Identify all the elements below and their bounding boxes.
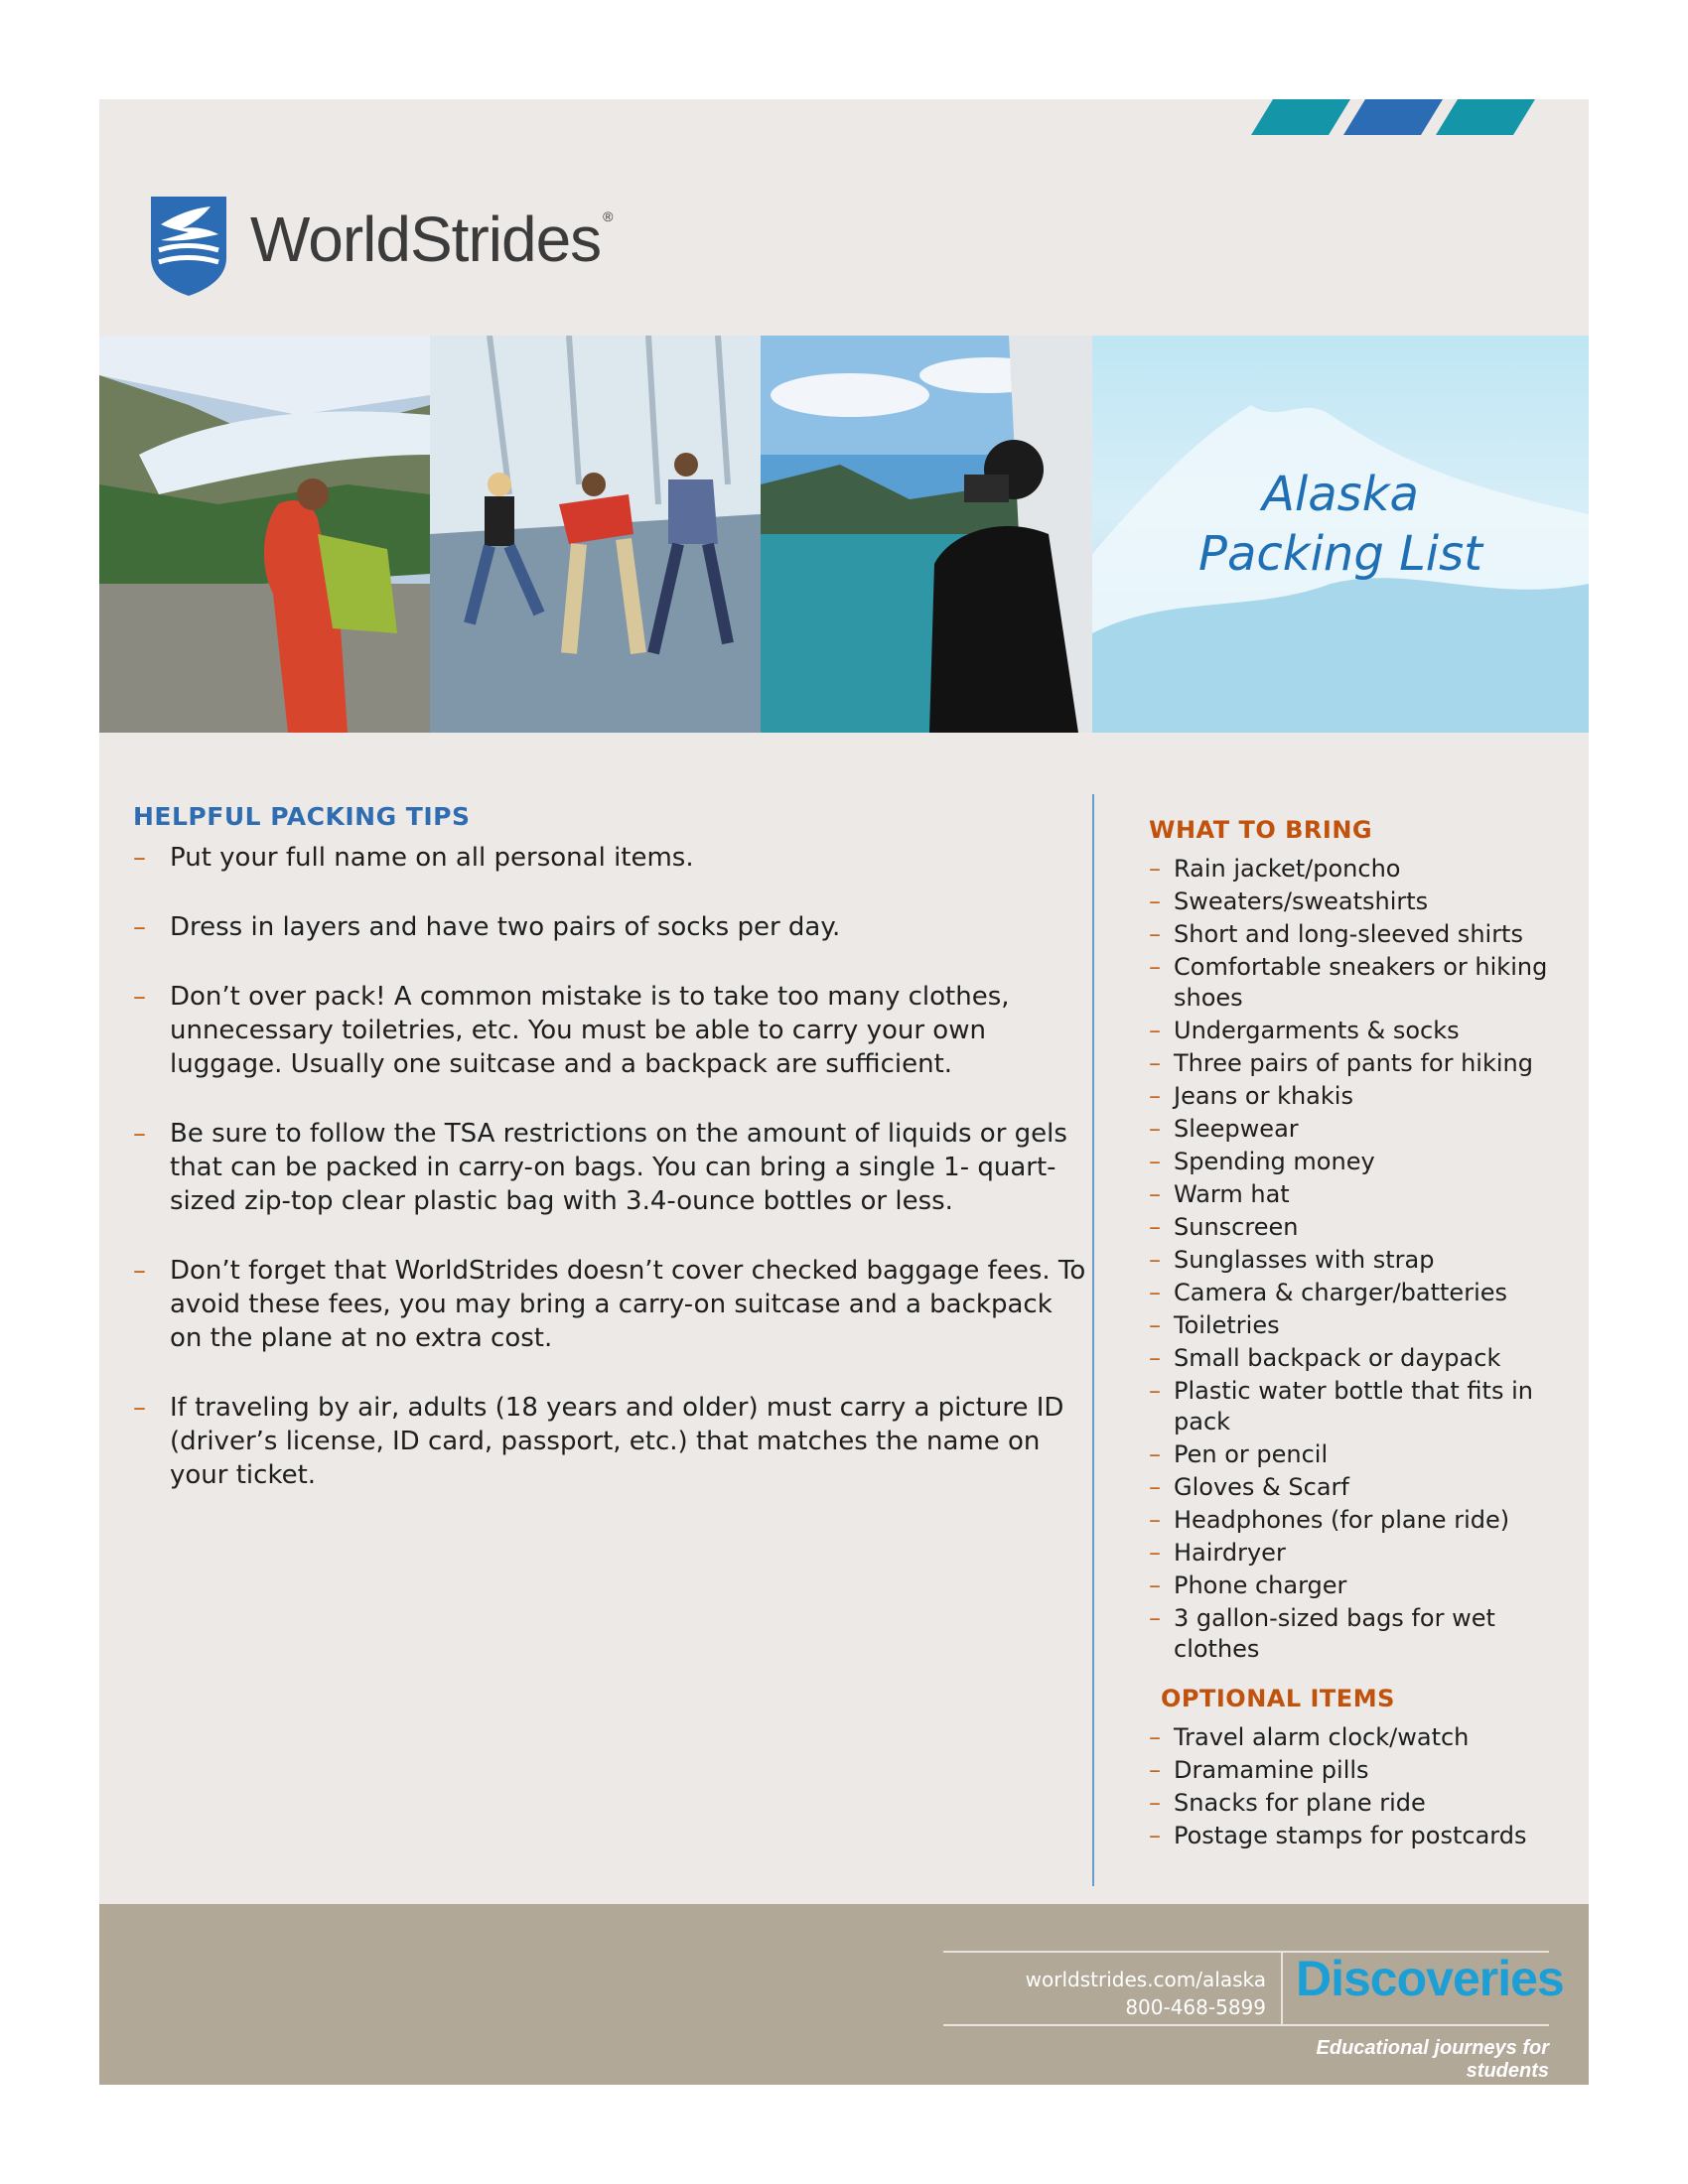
registered-mark: ® <box>603 208 613 224</box>
bring-item: Pen or pencil <box>1174 1440 1329 1468</box>
what-to-bring <box>1149 816 1586 1853</box>
tip-text: Don’t forget that WorldStrides doesn’t cover checked baggage fees. To avoid these fees, you may bring a carry-on suitcase and a backpack on the plane at no extra cost. <box>170 1256 1086 1353</box>
optional-list <box>1149 1722 1586 1851</box>
tips-list <box>133 841 1086 1492</box>
bring-item: Warm hat <box>1174 1180 1290 1208</box>
list-item <box>1149 1212 1586 1243</box>
bullet-dash: – <box>133 1119 146 1149</box>
tip-text: If traveling by air, adults (18 years and older) must carry a picture ID (driver’s license, ID card, passport, etc.) that matches the name on your ticket. <box>170 1393 1064 1490</box>
list-item <box>1149 1310 1586 1341</box>
list-item <box>1149 1538 1586 1569</box>
bullet-dash: – <box>1149 1344 1161 1372</box>
photo-glacier-group <box>430 336 761 733</box>
title-panel <box>1092 336 1589 733</box>
list-item <box>133 1117 1086 1218</box>
bullet-dash: – <box>1149 887 1161 915</box>
helpful-packing-tips <box>133 802 1086 1528</box>
list-item <box>1149 919 1586 950</box>
list-item <box>1149 1016 1586 1046</box>
bullet-dash: – <box>1149 1311 1161 1339</box>
bullet-dash: – <box>1149 953 1161 981</box>
list-item <box>1149 952 1586 1014</box>
bring-item: Three pairs of pants for hiking <box>1174 1049 1533 1077</box>
list-item <box>1149 1603 1586 1665</box>
list-item <box>1149 1755 1586 1786</box>
website-link[interactable]: worldstrides.com/alaska <box>1025 1968 1266 1991</box>
list-item <box>1149 1147 1586 1177</box>
list-item <box>1149 1179 1586 1210</box>
bring-item: Sleepwear <box>1174 1115 1299 1143</box>
list-item <box>1149 1114 1586 1145</box>
bullet-dash: – <box>1149 1571 1161 1599</box>
list-item <box>1149 1439 1586 1470</box>
stripe-2 <box>1343 99 1443 135</box>
header-stripes <box>1251 99 1549 135</box>
photo-strip <box>99 336 1589 733</box>
title-line-2: Packing List <box>1198 526 1482 582</box>
bring-item: Comfortable sneakers or hiking shoes <box>1174 953 1548 1012</box>
footer-tagline: Educational journeys for students <box>1316 2037 1549 2082</box>
list-item <box>1149 887 1586 917</box>
list-item <box>133 1254 1086 1355</box>
photo-fjord-binoculars <box>761 336 1092 733</box>
bullet-dash: – <box>1149 1049 1161 1077</box>
tip-text: Don’t over pack! A common mistake is to take too many clothes, unnecessary toiletries, etc. You must be able to carry your own luggage. Usually one suitcase and a backpack are sufficient. <box>170 982 1010 1079</box>
bullet-dash: – <box>1149 1115 1161 1143</box>
bullet-dash: – <box>1149 1822 1161 1849</box>
bring-item: Small backpack or daypack <box>1174 1344 1501 1372</box>
list-item <box>1149 1245 1586 1276</box>
optional-item: Dramamine pills <box>1174 1756 1369 1784</box>
bullet-dash: – <box>1149 1279 1161 1306</box>
bullet-dash: – <box>133 912 146 942</box>
bullet-dash: – <box>1149 1473 1161 1501</box>
stripe-3 <box>1436 99 1535 135</box>
bring-item: Short and long-sleeved shirts <box>1174 920 1523 948</box>
tip-text: Dress in layers and have two pairs of socks per day. <box>170 912 841 942</box>
list-item <box>1149 1343 1586 1374</box>
bullet-dash: – <box>1149 1246 1161 1274</box>
column-divider <box>1092 794 1094 1886</box>
list-item <box>1149 1570 1586 1601</box>
discoveries-logo: Discoveries <box>1296 1951 1564 2006</box>
bullet-dash: – <box>1149 1017 1161 1044</box>
title-line-1: Alaska <box>1262 467 1419 522</box>
bullet-dash: – <box>1149 1148 1161 1175</box>
list-item <box>133 1391 1086 1492</box>
tip-text: Put your full name on all personal items. <box>170 843 694 873</box>
bring-item: Headphones (for plane ride) <box>1174 1506 1510 1534</box>
list-item <box>1149 1278 1586 1308</box>
bullet-dash: – <box>1149 1377 1161 1405</box>
bring-item: Toiletries <box>1174 1311 1280 1339</box>
bullet-dash: – <box>133 843 146 873</box>
bullet-dash: – <box>1149 1180 1161 1208</box>
list-item <box>1149 1505 1586 1536</box>
bring-item: 3 gallon-sized bags for wet clothes <box>1174 1604 1495 1663</box>
bullet-dash: – <box>1149 1506 1161 1534</box>
bullet-dash: – <box>1149 1082 1161 1110</box>
bullet-dash: – <box>1149 1756 1161 1784</box>
list-item <box>1149 854 1586 885</box>
list-item <box>1149 1821 1586 1851</box>
stripe-1 <box>1251 99 1350 135</box>
bullet-dash: – <box>1149 1213 1161 1241</box>
optional-heading: OPTIONAL ITEMS <box>1161 1685 1395 1712</box>
optional-item: Snacks for plane ride <box>1174 1789 1426 1817</box>
bullet-dash: – <box>133 982 146 1012</box>
bring-item: Phone charger <box>1174 1571 1347 1599</box>
bullet-dash: – <box>1149 1789 1161 1817</box>
list-item <box>1149 1472 1586 1503</box>
list-item <box>1149 1722 1586 1753</box>
list-item <box>1149 1081 1586 1112</box>
tips-heading: HELPFUL PACKING TIPS <box>133 802 471 831</box>
bullet-dash: – <box>133 1393 146 1423</box>
photo-glacier-hiker <box>99 336 430 733</box>
bullet-dash: – <box>1149 1539 1161 1567</box>
logo-text: WorldStrides <box>250 204 602 275</box>
optional-item: Travel alarm clock/watch <box>1174 1723 1470 1751</box>
list-item <box>1149 1376 1586 1437</box>
optional-item: Postage stamps for postcards <box>1174 1822 1527 1849</box>
list-item <box>1149 1048 1586 1079</box>
logo-wordmark <box>250 203 612 276</box>
bring-item: Spending money <box>1174 1148 1375 1175</box>
footer <box>99 1904 1589 2085</box>
bullet-dash: – <box>1149 1440 1161 1468</box>
list-item <box>133 980 1086 1081</box>
bullet-dash: – <box>1149 1604 1161 1632</box>
footer-separator <box>1281 1953 1283 2024</box>
bring-item: Hairdryer <box>1174 1539 1286 1567</box>
bullet-dash: – <box>1149 920 1161 948</box>
bullet-dash: – <box>133 1256 146 1286</box>
bring-item: Jeans or khakis <box>1174 1082 1353 1110</box>
bring-item: Rain jacket/poncho <box>1174 855 1401 883</box>
page <box>99 99 1589 2085</box>
tip-text: Be sure to follow the TSA restrictions on the amount of liquids or gels that can be packed in carry-on bags. You can bring a single 1- quart-sized zip-top clear plastic bag with 3.4-ounce bottles or less. <box>170 1119 1067 1216</box>
phone-number[interactable]: 800-468-5899 <box>1125 1995 1266 2019</box>
bring-item: Sunglasses with strap <box>1174 1246 1435 1274</box>
bring-item: Sunscreen <box>1174 1213 1299 1241</box>
list-item <box>133 910 1086 944</box>
bullet-dash: – <box>1149 855 1161 883</box>
bring-item: Gloves & Scarf <box>1174 1473 1349 1501</box>
contact-info <box>943 1966 1266 2021</box>
bring-item: Camera & charger/batteries <box>1174 1279 1507 1306</box>
worldstrides-logo[interactable] <box>149 195 705 304</box>
bring-item: Undergarments & socks <box>1174 1017 1460 1044</box>
list-item <box>133 841 1086 875</box>
list-item <box>1149 1788 1586 1819</box>
page-title <box>1092 465 1589 584</box>
bring-heading: WHAT TO BRING <box>1149 816 1373 844</box>
shield-logo-icon <box>149 195 228 298</box>
bullet-dash: – <box>1149 1723 1161 1751</box>
bring-item: Plastic water bottle that fits in pack <box>1174 1377 1533 1435</box>
bring-item: Sweaters/sweatshirts <box>1174 887 1429 915</box>
footer-rule-bottom <box>943 2024 1549 2026</box>
bring-list <box>1149 854 1586 1665</box>
